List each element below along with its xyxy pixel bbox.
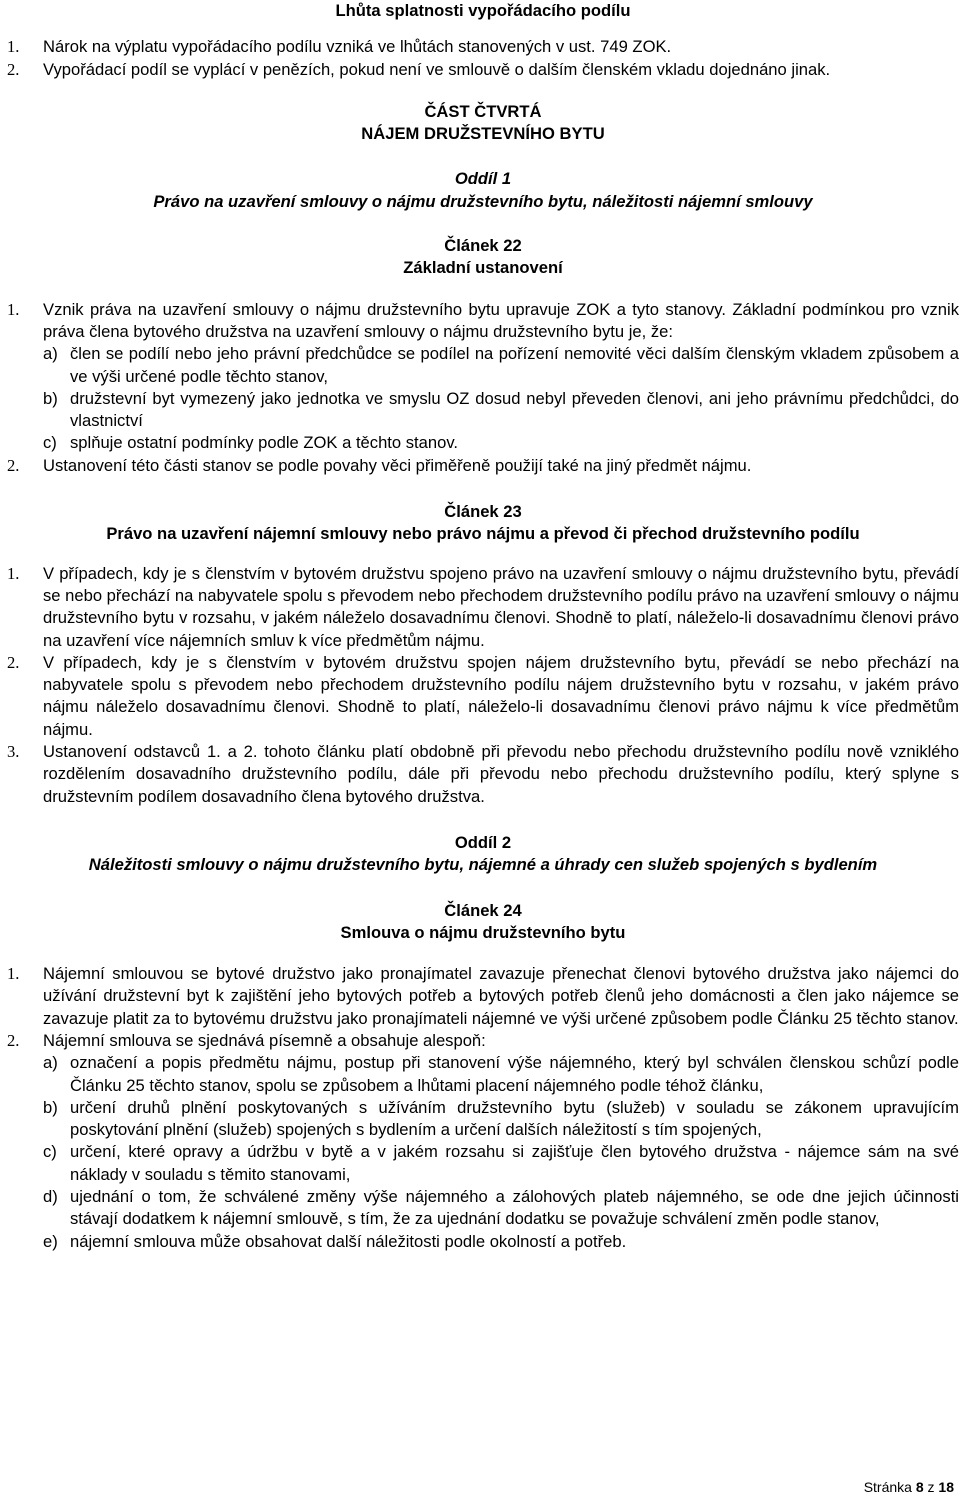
sub-item: [43, 343, 959, 388]
list-item: [7, 563, 959, 652]
item-number: 2.: [7, 652, 20, 672]
article-subtitle: Právo na uzavření nájemní smlouvy nebo právo nájmu a převod či přechod družstevního podílu: [106, 524, 860, 544]
sub-letter: b): [43, 388, 58, 408]
item-text: Ustanovení této části stanov se podle povahy věci přiměřeně použijí také na jiný předmět nájmu.: [43, 455, 752, 475]
item-text: Ustanovení odstavců 1. a 2. tohoto článku platí obdobně při převodu nebo přechodu družstevního podílu nově vzniklého rozdělením dosavadního družstevního podílu, dále při převodu nebo přechodu družstevního podílu, který splyne s družstevním podílem dosavadního člena bytového družstva.: [43, 742, 959, 806]
article-title: Článek 22: [444, 236, 522, 256]
list-item: [7, 36, 959, 58]
oddil-title: Oddíl 2: [454, 832, 512, 852]
oddil-title: Oddíl 1: [454, 169, 512, 189]
sub-text: člen se podílí nebo jeho právní předchůdce se podílel na pořízení nemovité věci dalším členským vkladem způsobem a ve výši určené podle těchto stanov,: [70, 344, 959, 386]
sub-letter: c): [43, 433, 57, 453]
footer-separator: z: [927, 1479, 935, 1495]
oddil-subtitle: Právo na uzavření smlouvy o nájmu družstevního bytu, náležitosti nájemní smlouvy: [153, 191, 813, 211]
sub-item: [43, 432, 959, 454]
footer-page-number: 8: [915, 1479, 924, 1495]
page-footer: [864, 1476, 954, 1498]
article-subtitle: Smlouva o nájmu družstevního bytu: [340, 922, 626, 942]
footer-page-total: 18: [938, 1479, 954, 1495]
sub-item: [43, 388, 959, 433]
list-item: [7, 455, 959, 477]
sub-letter: b): [43, 1097, 58, 1117]
list-item: [7, 1030, 959, 1052]
list-item: [7, 963, 959, 1030]
sub-text: určení, které opravy a údržbu v bytě a v jakém rozsahu si zajišťuje člen bytového družstva - nájemce sám na své náklady v souladu s těmito stanovami,: [70, 1142, 959, 1184]
item-number: 2.: [7, 1030, 20, 1050]
item-number: 1.: [7, 563, 20, 583]
list-item: [7, 652, 959, 741]
sub-text: určení druhů plnění poskytovaných s užíváním družstevního bytu (služeb) v souladu se zákonem upravujícím poskytování plnění (služeb) spojených s bydlením a určení dalších náležitostí s tím spojených,: [70, 1097, 959, 1140]
item-number: 2.: [7, 455, 20, 475]
item-number: 1.: [7, 964, 20, 984]
item-text: Vypořádací podíl se vyplácí v penězích, pokud není ve smlouvě o dalším členském vkladu dojednáno jinak.: [43, 59, 831, 79]
item-text: Nájemní smlouva se sjednává písemně a obsahuje alespoň:: [43, 1030, 486, 1050]
item-text: Nárok na výplatu vypořádacího podílu vzniká ve lhůtách stanovených v ust. 749 ZOK.: [43, 37, 672, 57]
item-number: 2.: [7, 59, 20, 79]
article-title: Článek 24: [444, 900, 522, 920]
item-number: 3.: [7, 742, 20, 762]
item-text: V případech, kdy je s členstvím v bytovém družstvu spojeno právo na uzavření smlouvy o nájmu družstevního bytu, převádí se nebo přechází na nabyvatele spolu s převodem nebo přechodem družstevního podílu právo na uzavření smlouvy o nájmu družstevního bytu v rozsahu, v jakém náleželo dosavadnímu členovi. Shodně to platí, náleželo-li dosavadnímu členovi právo na uzavření více nájemních smluv k více předmětům nájmu.: [43, 563, 959, 650]
item-text: Vznik práva na uzavření smlouvy o nájmu družstevního bytu upravuje ZOK a tyto stanovy. Základní podmínkou pro vznik práva člena bytového družstva na uzavření smlouvy o nájmu družstevního bytu je, že:: [43, 299, 959, 341]
item-text: V případech, kdy je s členstvím v bytovém družstvu spojen nájem družstevního bytu, převádí se nebo přechází na nabyvatele spolu s převodem nebo přechodem družstevního podílu nájem družstevního bytu v rozsahu, v jakém právo nájmu náleželo dosavadnímu členovi. Shodně to platí, náleželo-li dosavadnímu členovi právo nájmu k více předmětům nájmu.: [43, 652, 959, 739]
list-item: [7, 59, 959, 81]
item-number: 1.: [7, 37, 20, 57]
item-text: Nájemní smlouvou se bytové družstvo jako pronajímatel zavazuje přenechat členovi bytového družstva jako nájemci do užívání družstevní byt k zajištění jeho bytových potřeb a bytových potřeb členů jeho domácnosti a člen jako nájemce se zavazuje platit za to bytovému družstvu jako pronajímateli nájemné ve výši určené způsobem podle Článku 25 těchto stanov.: [43, 964, 959, 1028]
list-item: [7, 299, 959, 344]
sub-item: [43, 1052, 959, 1097]
sub-text: ujednání o tom, že schválené změny výše nájemného a zálohových plateb nájemného, se ode dne jejich účinnosti stávají dodatkem k nájemní smlouvě, s tím, že za ujednání dodatku se považuje schválení změn podle stanov,: [70, 1187, 959, 1229]
sub-letter: d): [43, 1187, 58, 1207]
sub-item: [43, 1141, 959, 1186]
footer-prefix: Stránka: [863, 1479, 912, 1495]
sub-item: [43, 1231, 959, 1253]
sub-item: [43, 1097, 959, 1142]
sub-text: družstevní byt vymezený jako jednotka ve smyslu OZ dosud nebyl převeden členovi, ani jeho právnímu předchůdci, do vlastnictví: [70, 388, 959, 431]
sub-letter: a): [43, 1053, 58, 1073]
article-title: Článek 23: [444, 502, 522, 522]
section-title: Lhůta splatnosti vypořádacího podílu: [335, 1, 631, 20]
sub-letter: e): [43, 1231, 58, 1251]
sub-item: [43, 1186, 959, 1231]
sub-text: splňuje ostatní podmínky podle ZOK a těchto stanov.: [70, 433, 459, 453]
part-title: ČÁST ČTVRTÁ: [424, 101, 542, 121]
article-subtitle: Základní ustanovení: [403, 258, 563, 278]
sub-letter: a): [43, 344, 58, 364]
document-page: [7, 0, 959, 1253]
part-subtitle: NÁJEM DRUŽSTEVNÍHO BYTU: [361, 124, 605, 144]
list-item: [7, 741, 959, 808]
oddil-subtitle: Náležitosti smlouvy o nájmu družstevního bytu, nájemné a úhrady cen služeb spojených s bydlením: [88, 855, 878, 875]
sub-text: označení a popis předmětu nájmu, postup při stanovení výše nájemného, který byl schválen členskou schůzí podle Článku 25 těchto stanov, spolu se způsobem a lhůtami placení nájemného podle téhož článku,: [70, 1053, 959, 1095]
item-number: 1.: [7, 299, 20, 319]
sub-letter: c): [43, 1142, 57, 1162]
sub-text: nájemní smlouva může obsahovat další náležitosti podle okolností a potřeb.: [70, 1231, 627, 1251]
